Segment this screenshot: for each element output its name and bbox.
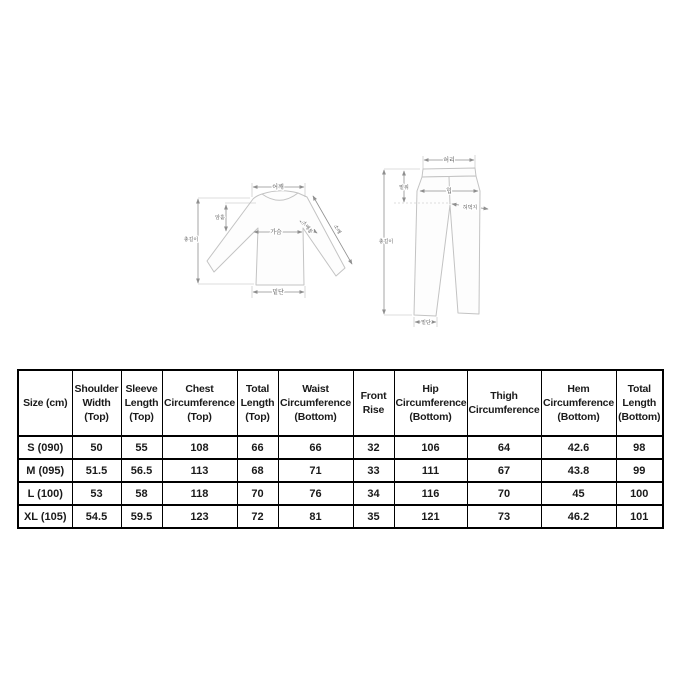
measurement-cell: 99 [616,459,663,482]
measurement-cell: 56.5 [121,459,162,482]
measurement-cell: 118 [162,482,237,505]
measurement-cell: 35 [353,505,394,528]
measurement-cell: 59.5 [121,505,162,528]
size-table-body [18,436,663,528]
bottom-hem-label: 밑단 [421,320,431,326]
measurement-cell: 54.5 [72,505,121,528]
measurement-cell: 98 [616,436,663,459]
measurement-cell: 70 [467,482,541,505]
pants-outline [414,176,480,316]
sleeve-length-label: 소매 [331,223,342,236]
top-hem-label: 밑단 [272,290,284,296]
measurement-cell: 113 [162,459,237,482]
armhole-label: 암홀 [215,215,225,221]
table-row [18,436,663,459]
col-header-waist-circumference: Waist Circumference (Bottom) [278,370,353,436]
hip-label: 힙 [446,189,452,195]
col-header-sleeve-length: Sleeve Length (Top) [121,370,162,436]
table-row [18,482,663,505]
size-label-cell: XL (105) [18,505,72,528]
bottom-garment-diagram [379,155,488,327]
measurement-cell: 46.2 [541,505,616,528]
measurement-cell: 32 [353,436,394,459]
col-header-chest-circumference: Chest Circumference (Top) [162,370,237,436]
col-header-total-length-top: Total Length (Top) [237,370,278,436]
col-header-hem-circumference: Hem Circumference (Bottom) [541,370,616,436]
measurement-cell: 121 [394,505,467,528]
measurement-cell: 67 [467,459,541,482]
measurement-cell: 106 [394,436,467,459]
measurement-cell: 76 [278,482,353,505]
col-header-thigh-circumference: Thigh Circumference [467,370,541,436]
table-row [18,459,663,482]
measurement-cell: 81 [278,505,353,528]
size-label-cell: L (100) [18,482,72,505]
measurement-cell: 66 [278,436,353,459]
measurement-cell: 71 [278,459,353,482]
measurement-cell: 116 [394,482,467,505]
table-row [18,505,663,528]
measurement-cell: 33 [353,459,394,482]
col-header-size: Size (cm) [18,370,72,436]
measurement-cell: 53 [72,482,121,505]
measurement-cell: 50 [72,436,121,459]
measurement-cell: 111 [394,459,467,482]
measurement-cell: 66 [237,436,278,459]
measurement-cell: 43.8 [541,459,616,482]
shirt-outline [207,191,345,285]
measurement-cell: 51.5 [72,459,121,482]
top-total-length-label: 총길이 [183,237,199,243]
top-garment-diagram [184,183,352,298]
measurement-cell: 58 [121,482,162,505]
thigh-label: 허벅지 [462,205,478,211]
col-header-hip-circumference: Hip Circumference (Bottom) [394,370,467,436]
measurement-cell: 68 [237,459,278,482]
measurement-cell: 73 [467,505,541,528]
waist-label: 허리 [443,158,455,164]
col-header-shoulder-width: Shoulder Width (Top) [72,370,121,436]
header-row [18,370,663,436]
measurement-cell: 108 [162,436,237,459]
measurement-cell: 123 [162,505,237,528]
size-chart-table [17,369,664,529]
measurement-cell: 55 [121,436,162,459]
measurement-cell: 70 [237,482,278,505]
col-header-front-rise: Front Rise [353,370,394,436]
measurement-cell: 45 [541,482,616,505]
shoulder-label: 어깨 [272,185,284,191]
measurement-cell: 34 [353,482,394,505]
size-label-cell: M (095) [18,459,72,482]
chest-label: 가슴 [270,230,282,236]
sleeve-width-label: 소매통 [300,219,314,236]
size-label-cell: S (090) [18,436,72,459]
measurement-cell: 64 [467,436,541,459]
measurement-cell: 42.6 [541,436,616,459]
rise-label: 밑위 [399,185,409,191]
bottom-total-length-label: 총길이 [378,239,394,245]
col-header-total-length-bottom: Total Length (Bottom) [616,370,663,436]
measurement-cell: 100 [616,482,663,505]
measurement-cell: 101 [616,505,663,528]
measurement-cell: 72 [237,505,278,528]
